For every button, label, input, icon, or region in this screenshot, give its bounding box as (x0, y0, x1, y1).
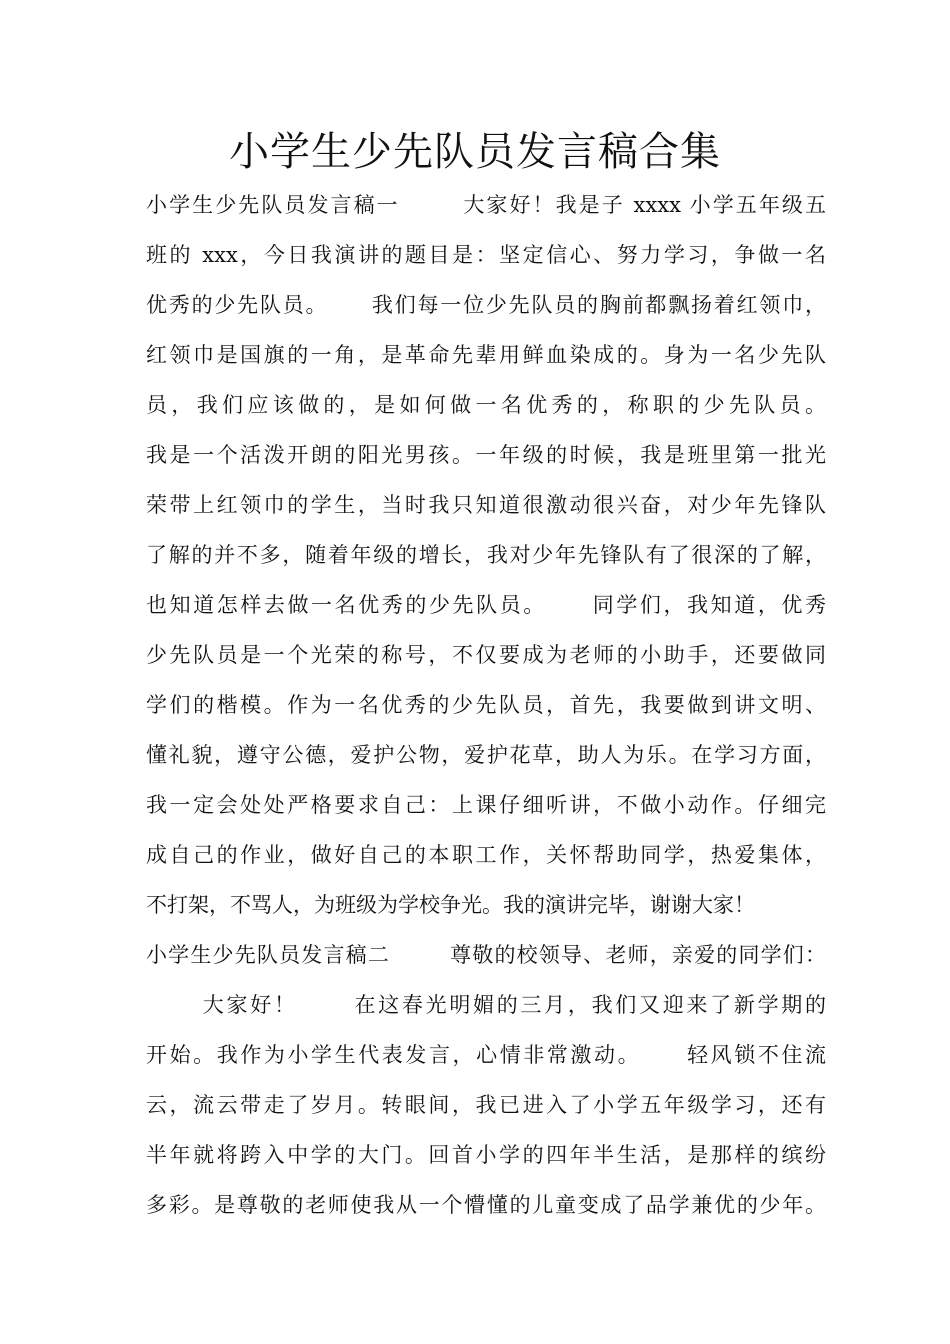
body-line: 荣带上红领巾的学生，当时我只知道很激动很兴奋，对少年先锋队 (146, 493, 826, 517)
body-line: 多彩。是尊敬的老师使我从一个懵懂的儿童变成了品学兼优的少年。 (146, 1193, 826, 1217)
body-line: 我是一个活泼开朗的阳光男孩。一年级的时候，我是班里第一批光 (146, 443, 826, 467)
body-line: 学们的楷模。作为一名优秀的少先队员，首先，我要做到讲文明、 (146, 693, 826, 717)
body-line: 我一定会处处严格要求自己：上课仔细听讲，不做小动作。仔细完 (146, 793, 826, 817)
body-line: 不打架，不骂人，为班级为学校争光。我的演讲完毕，谢谢大家！ (146, 893, 755, 917)
body-line: 开始。我作为小学生代表发言，心情非常激动。 轻风锁不住流 (146, 1043, 826, 1067)
body-line: 红领巾是国旗的一角，是革命先辈用鲜血染成的。身为一名少先队 (146, 343, 826, 367)
body-line: 成自己的作业，做好自己的本职工作，关怀帮助同学，热爱集体， (146, 843, 826, 867)
body-line: 小学生少先队员发言稿二 尊敬的校领导、老师，亲爱的同学们： (146, 943, 826, 967)
body-line: 也知道怎样去做一名优秀的少先队员。 同学们，我知道，优秀 (146, 593, 826, 617)
body-line: 少先队员是一个光荣的称号，不仅要成为老师的小助手，还要做同 (146, 643, 826, 667)
body-line: 小学生少先队员发言稿一 大家好！我是子 xxxx 小学五年级五 (146, 193, 826, 217)
body-line: 优秀的少先队员。 我们每一位少先队员的胸前都飘扬着红领巾， (146, 293, 826, 317)
body-line: 云，流云带走了岁月。转眼间，我已进入了小学五年级学习，还有 (146, 1093, 826, 1117)
document-body (146, 180, 826, 1230)
body-line: 大家好！ 在这春光明媚的三月，我们又迎来了新学期的 (146, 993, 826, 1017)
document-title: 小学生少先队员发言稿合集 (229, 129, 721, 175)
body-line: 员，我们应该做的，是如何做一名优秀的，称职的少先队员。 (146, 393, 826, 417)
body-line: 了解的并不多，随着年级的增长，我对少年先锋队有了很深的了解， (146, 543, 826, 567)
body-line: 班的 xxx，今日我演讲的题目是：坚定信心、努力学习，争做一名 (146, 243, 826, 267)
body-line: 半年就将跨入中学的大门。回首小学的四年半生活，是那样的缤纷 (146, 1143, 826, 1167)
body-line: 懂礼貌，遵守公德，爱护公物，爱护花草，助人为乐。在学习方面， (146, 743, 826, 767)
